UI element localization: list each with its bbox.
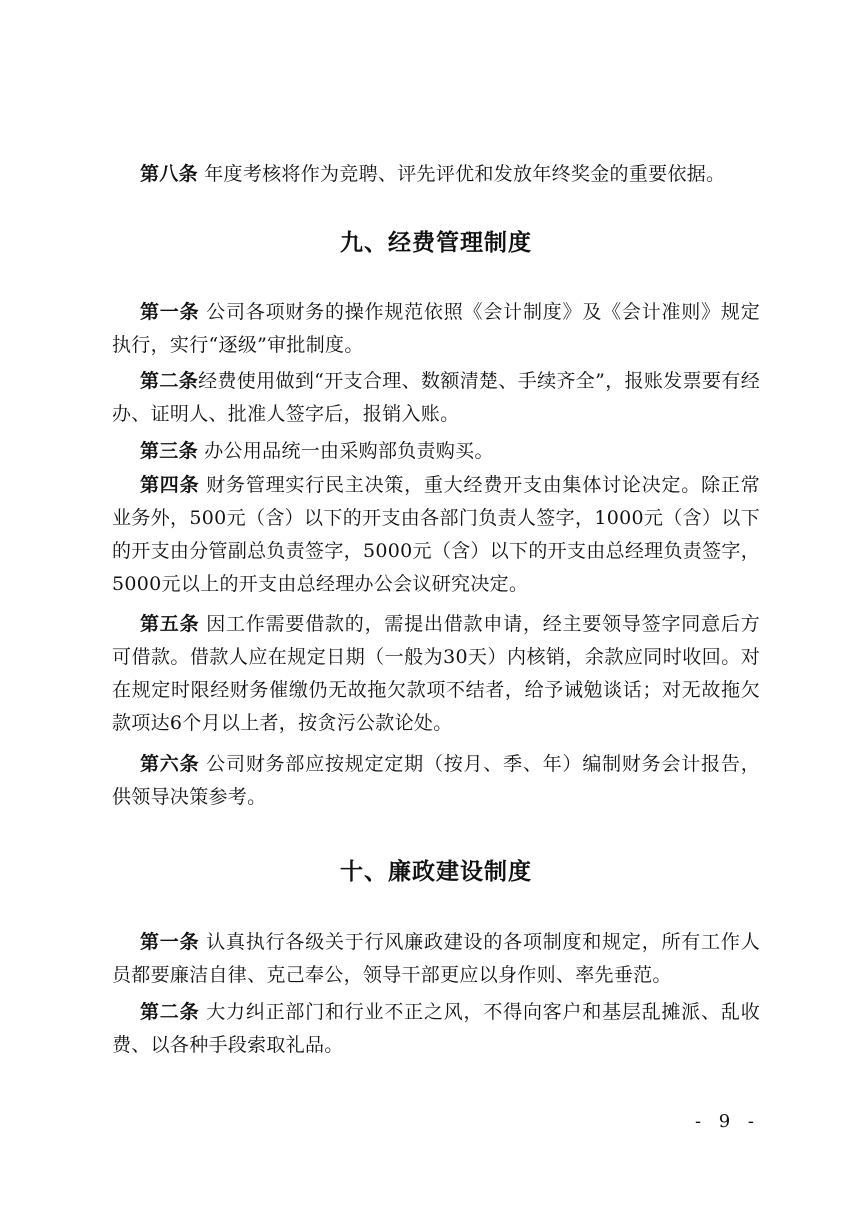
article-label: 第二条	[140, 370, 199, 392]
article-8	[112, 158, 760, 191]
article-label: 第一条	[140, 301, 200, 323]
article-label: 第六条	[140, 753, 200, 775]
s9-article-4	[112, 469, 760, 601]
article-label: 第八条	[140, 163, 198, 185]
s9-article-2	[112, 365, 760, 431]
article-text: 因工作需要借款的，需提出借款申请，经主要领导签字同意后方可借款。借款人应在规定日期（一般为30天）内核销，余款应同时收回。对在规定时限经财务催缴仍无故拖欠款项不结者，给予诫勉谈话；对无故拖欠款项达6个月以上者，按贪污公款论处。	[112, 613, 760, 734]
article-label: 第四条	[140, 474, 200, 496]
s10-article-2	[112, 996, 760, 1062]
article-label: 第五条	[140, 613, 200, 635]
s9-article-6	[112, 748, 760, 814]
article-label: 第三条	[140, 440, 198, 462]
article-text: 年度考核将作为竞聘、评先评优和发放年终奖金的重要依据。	[197, 163, 726, 185]
article-text: 公司各项财务的操作规范依照《会计制度》及《会计准则》规定执行，实行“逐级”审批制度。	[112, 301, 760, 356]
s10-article-1	[112, 926, 760, 992]
article-text: 办公用品统一由采购部负责购买。	[197, 440, 494, 462]
article-label: 第一条	[140, 931, 200, 953]
s9-article-3	[112, 435, 760, 468]
article-label: 第二条	[140, 1001, 200, 1023]
article-text: 经费使用做到“开支合理、数额清楚、手续齐全”，报账发票要有经办、证明人、批准人签字后，报销入账。	[112, 370, 760, 425]
page-number: - 9 -	[694, 1111, 760, 1132]
article-text: 财务管理实行民主决策，重大经费开支由集体讨论决定。除正常业务外，500元（含）以下的开支由各部门负责人签字，1000元（含）以下的开支由分管副总负责签字，5000元（含）以下的开支由总经理负责签字，5000元以上的开支由总经理办公会议研究决定。	[112, 474, 760, 595]
s9-article-5	[112, 608, 760, 740]
article-text: 公司财务部应按规定定期（按月、季、年）编制财务会计报告，供领导决策参考。	[112, 753, 760, 808]
article-text: 认真执行各级关于行风廉政建设的各项制度和规定，所有工作人员都要廉洁自律、克己奉公，领导干部更应以身作则、率先垂范。	[112, 931, 760, 986]
s9-article-1	[112, 296, 760, 362]
article-text: 大力纠正部门和行业不正之风，不得向客户和基层乱摊派、乱收费、以各种手段索取礼品。	[112, 1001, 760, 1056]
section-10-title: 十、廉政建设制度	[340, 859, 532, 885]
section-9-title: 九、经费管理制度	[340, 230, 532, 256]
